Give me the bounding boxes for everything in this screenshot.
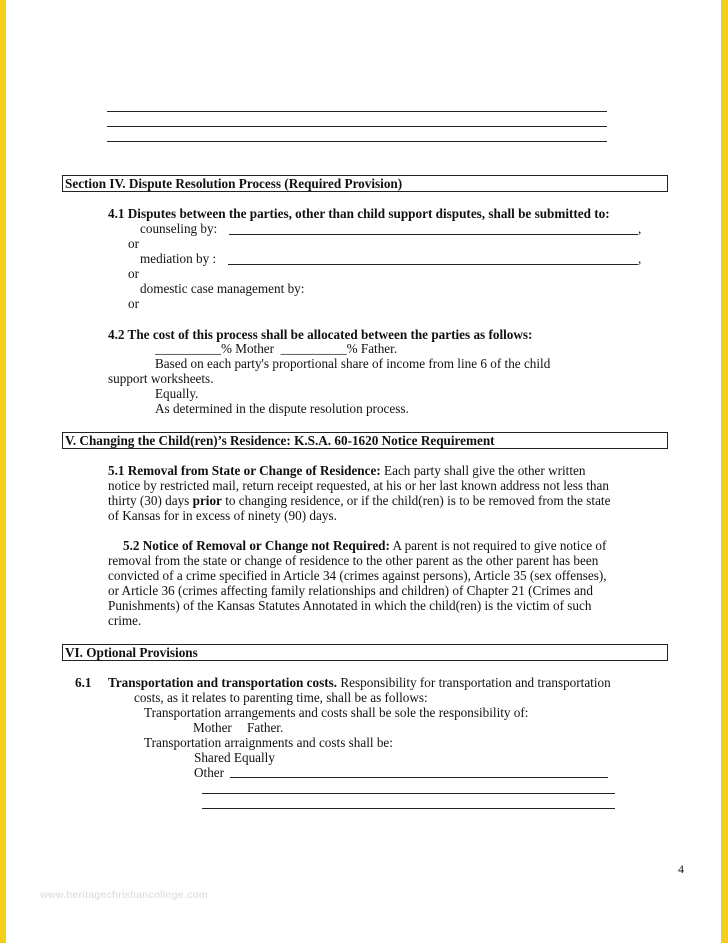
counseling-blank <box>229 234 638 235</box>
clause-5-2-text: A parent is not required to give notice of <box>389 538 607 553</box>
other-blank <box>230 777 608 778</box>
clause-5-1-heading: 5.1 Removal from State or Change of Residence: <box>108 463 381 478</box>
sole-responsibility-line: Transportation arrangements and costs shall be sole the responsibility of: <box>144 705 529 720</box>
prior-emphasis: prior <box>192 493 222 508</box>
comma: , <box>638 251 642 266</box>
clause-5-2-line <box>123 538 606 553</box>
or-text: or <box>128 236 139 251</box>
or-text: or <box>128 296 139 311</box>
clause-5-2-line: convicted of a crime specified in Article 34 (crimes against persons), Article 35 (sex offenses), <box>108 568 607 583</box>
other-blank <box>202 793 615 794</box>
document-page <box>6 0 721 943</box>
page-number: 4 <box>678 862 684 876</box>
other-blank <box>202 808 615 809</box>
clause-4-2-lead: 4.2 The cost of this process shall be allocated between the parties as follows: <box>108 327 533 342</box>
mother-option: Mother <box>193 720 232 735</box>
clause-5-1-line <box>108 493 610 508</box>
counseling-label: counseling by: <box>140 221 218 236</box>
clause-5-2-line: removal from the state or change of residence to the other parent as the other parent has been <box>108 553 599 568</box>
clause-5-1-line: notice by restricted mail, return receipt requested, at his or her last known address not less than <box>108 478 609 493</box>
clause-5-1-text: thirty (30) days <box>108 493 193 508</box>
comma: , <box>638 221 642 236</box>
domestic-case-label: domestic case management by: <box>140 281 305 296</box>
father-percent-label: % Father. <box>346 341 398 356</box>
or-text: or <box>128 266 139 281</box>
clause-5-1-text: Each party shall give the other written <box>380 463 586 478</box>
equally-option: Equally. <box>155 386 199 401</box>
blank-line <box>107 111 607 112</box>
father-option: Father. <box>247 720 284 735</box>
percent-blank: __________ <box>155 341 221 356</box>
shared-costs-line: Transportation arraignments and costs shall be: <box>144 735 393 750</box>
section-vi-header: VI. Optional Provisions <box>62 644 668 661</box>
mediation-label: mediation by : <box>140 251 217 266</box>
percentage-line <box>155 341 397 356</box>
proportional-share-continued: support worksheets. <box>108 371 214 386</box>
clause-6-1-line <box>108 675 611 690</box>
clause-4-1-lead: 4.1 Disputes between the parties, other than child support disputes, shall be submitted to: <box>108 206 610 221</box>
watermark: www.heritagechristiancollege.com <box>40 889 208 901</box>
proportional-share-option: Based on each party's proportional share of income from line 6 of the child <box>155 356 551 371</box>
blank-line <box>107 141 607 142</box>
blank-line <box>107 126 607 127</box>
clause-5-2-heading: 5.2 Notice of Removal or Change not Required: <box>123 538 390 553</box>
clause-5-1-line <box>108 463 585 478</box>
clause-5-2-line: crime. <box>108 613 142 628</box>
shared-equally-option: Shared Equally <box>194 750 275 765</box>
clause-5-2-line: Punishments) of the Kansas Statutes Annotated in which the child(ren) is the victim of such <box>108 598 592 613</box>
clause-6-1-number: 6.1 <box>75 675 92 690</box>
section-v-header: V. Changing the Child(ren)’s Residence: K.S.A. 60-1620 Notice Requirement <box>62 432 668 449</box>
clause-5-1-text: to changing residence, or if the child(ren) is to be removed from the state <box>221 493 611 508</box>
mother-percent-label: % Mother <box>220 341 275 356</box>
mediation-blank <box>228 264 638 265</box>
other-option: Other <box>194 765 225 780</box>
determined-option: As determined in the dispute resolution process. <box>155 401 409 416</box>
clause-5-1-line: of Kansas for in excess of ninety (90) days. <box>108 508 337 523</box>
clause-6-1-heading: Transportation and transportation costs. <box>108 675 338 690</box>
percent-blank: __________ <box>280 341 347 356</box>
section-iv-header: Section IV. Dispute Resolution Process (Required Provision) <box>62 175 668 192</box>
clause-6-1-text: Responsibility for transportation and transportation <box>337 675 611 690</box>
clause-6-1-line: costs, as it relates to parenting time, shall be as follows: <box>134 690 428 705</box>
clause-5-2-line: or Article 36 (crimes affecting family relationships and children) of Chapter 21 (Crimes and <box>108 583 593 598</box>
